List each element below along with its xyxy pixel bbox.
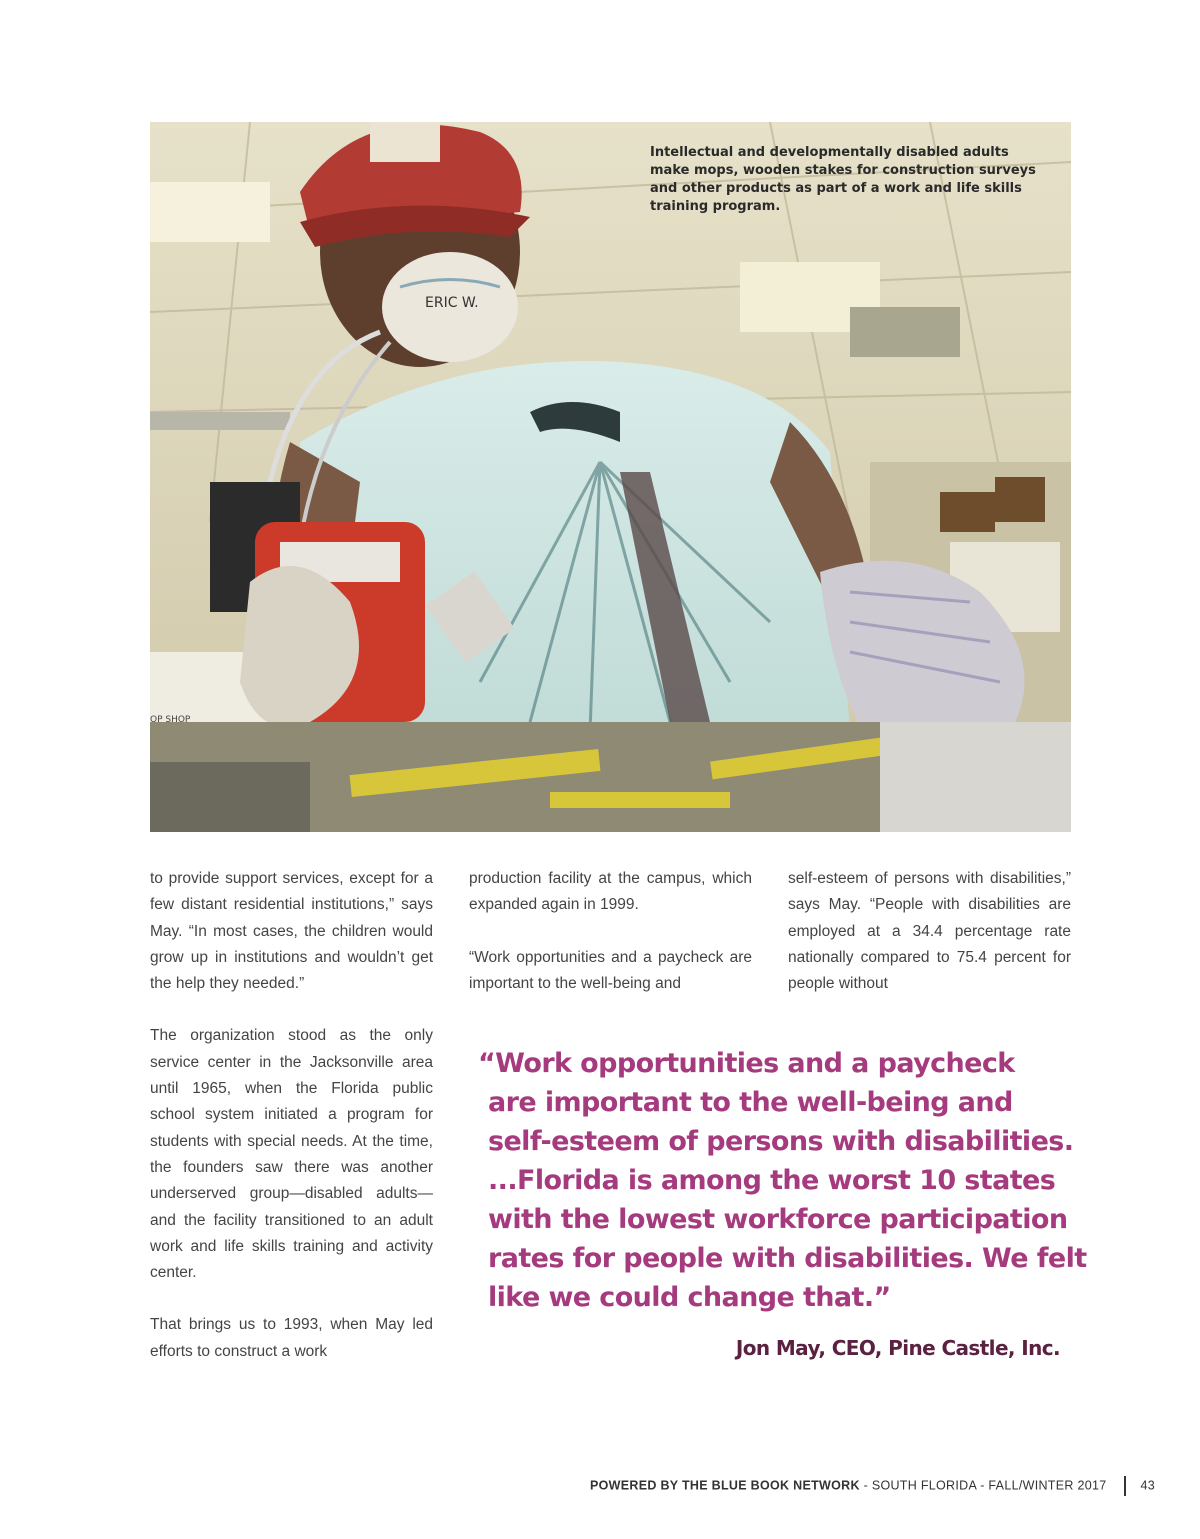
pull-quote-line: self-esteem of persons with disabilities. [488, 1126, 1074, 1157]
paragraph: to provide support services, except for a few distant residential institutions,” says May. “In most cases, the children would grow up in institutions and wouldn’t get the help they needed.” [150, 870, 433, 993]
pull-quote-attribution: Jon May, CEO, Pine Castle, Inc. [735, 1336, 1060, 1360]
worker-illustration [150, 122, 1071, 832]
pull-quote-line: like we could change that.” [488, 1282, 891, 1313]
paragraph: The organization stood as the only service center in the Jacksonville area until 1965, when the Florida public school system initiated a program for students with special needs. At the time, the founders saw there was another underserved group—disabled adults—and the facility transitioned to an adult work and life skills training and activity center. [150, 1027, 433, 1282]
paragraph: self-esteem of persons with disabilities,” says May. “People with disabilities are employed at a 34.4 percentage rate nationally compared to 75.4 percent for people without [788, 870, 1071, 993]
mask-label: ERIC W. [425, 295, 479, 311]
pull-quote-line: rates for people with disabilities. We felt [488, 1243, 1087, 1274]
footer-edition: - SOUTH FLORIDA - FALL/WINTER 2017 [859, 1478, 1107, 1493]
text-column-2 [469, 866, 752, 997]
pull-quote-line: are important to the well-being and [488, 1087, 1013, 1118]
footer-brand: POWERED BY THE BLUE BOOK NETWORK [590, 1478, 860, 1493]
pull-quote-line: with the lowest workforce participation [488, 1204, 1068, 1235]
footer-divider [1124, 1476, 1126, 1496]
text-column-1 [150, 866, 433, 1365]
pull-quote [478, 1044, 1087, 1368]
shop-sign: OP SHOP [150, 715, 191, 725]
feature-photo [150, 122, 1071, 832]
pull-quote-line: “Work opportunities and a paycheck [478, 1048, 1015, 1079]
text-column-3 [788, 866, 1071, 997]
page-footer [400, 1476, 1155, 1496]
page-number: 43 [1140, 1478, 1155, 1493]
paragraph: That brings us to 1993, when May led efforts to construct a work [150, 1316, 433, 1360]
paragraph: “Work opportunities and a paycheck are important to the well-being and [469, 948, 752, 992]
paragraph: production facility at the campus, which expanded again in 1999. [469, 870, 752, 914]
photo-caption: Intellectual and developmentally disabled adults make mops, wooden stakes for construction surveys and other products as part of a work and life skills training program. [650, 145, 1036, 214]
pull-quote-line: ...Florida is among the worst 10 states [488, 1165, 1056, 1196]
